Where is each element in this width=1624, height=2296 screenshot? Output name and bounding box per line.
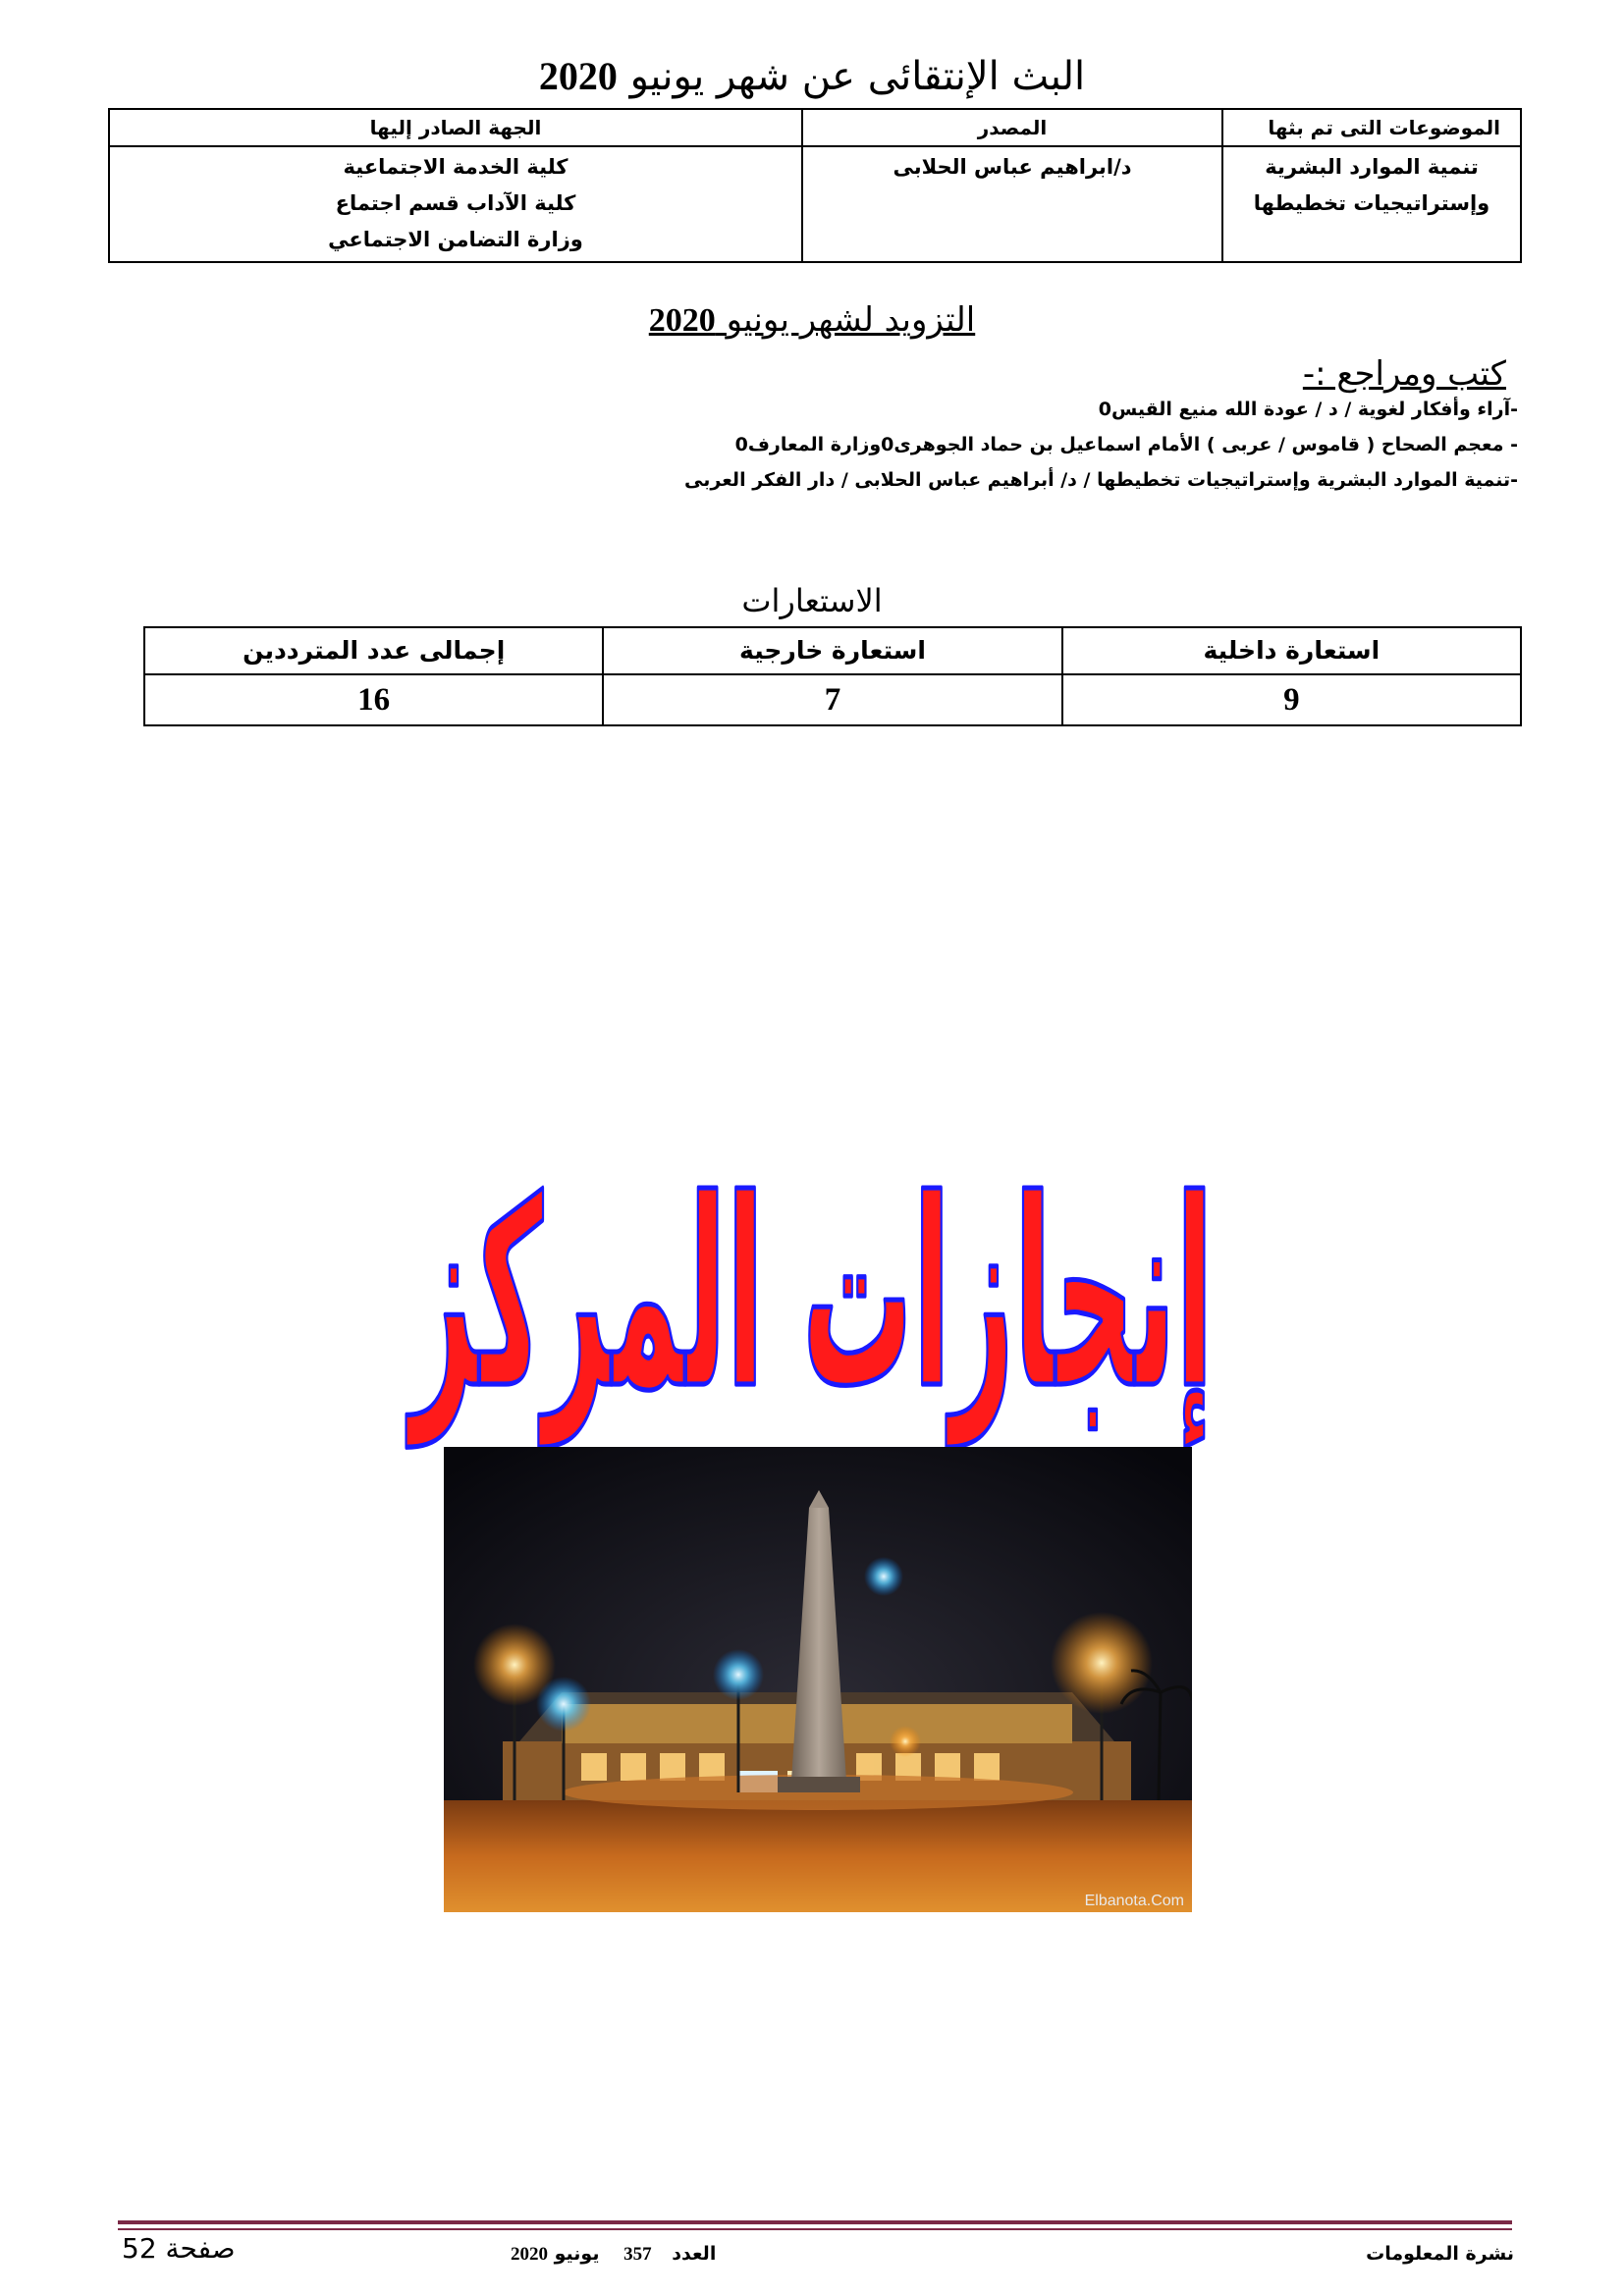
center-night-photo: [444, 1447, 1192, 1912]
footer-rule: [118, 2228, 1512, 2230]
footer-page-label: صفحة: [165, 2232, 236, 2265]
acquisitions-heading-year: 2020: [648, 302, 716, 339]
book-item: - معجم الصحاح ( قاموس / عربى ) الأمام اسماعيل بن حماد الجوهرى0وزارة المعارف0: [734, 434, 1518, 455]
book-item: -تنمية الموارد البشرية وإستراتيجيات تخطيطها / د/ أبراهيم عباس الحلابى / دار الفكر العربى: [684, 469, 1518, 491]
cell-source: د/ابراهيم عباس الحلابى: [802, 146, 1222, 262]
footer-page: [122, 2234, 236, 2264]
footer-month: يونيو: [554, 2243, 600, 2265]
footer-issue: [511, 2239, 716, 2269]
value-total-visitors: 16: [144, 674, 603, 725]
header-total-visitors: إجمالى عدد المترددين: [144, 627, 603, 674]
acquisitions-heading-text: التزويد لشهر يونيو: [726, 300, 976, 340]
footer-publication: نشرة المعلومات: [1366, 2243, 1514, 2265]
column-header-destination: الجهة الصادر إليها: [109, 109, 802, 146]
destination-line: كلية الخدمة الاجتماعية: [343, 155, 568, 179]
acquisitions-heading: [0, 296, 1624, 345]
achievements-title-text: إنجازات المركز: [410, 1144, 1214, 1446]
destination-line: وزارة التضامن الاجتماعي: [328, 228, 583, 251]
page-title: [0, 51, 1624, 102]
footer-year: 2020: [511, 2244, 548, 2265]
destination-line: كلية الآداب قسم اجتماع: [335, 191, 576, 215]
column-header-source: المصدر: [802, 109, 1222, 146]
footer-page-number: 52: [122, 2232, 157, 2265]
book-item: -آراء وأفكار لغوية / د / عودة الله منيع القيس0: [1098, 399, 1518, 420]
footer-issue-number: 357: [623, 2244, 652, 2265]
title-text: البث الإنتقائى عن شهر يونيو: [629, 54, 1086, 99]
table-row: [109, 146, 1521, 262]
cell-topics: [1222, 146, 1521, 262]
header-internal-loans: استعارة داخلية: [1062, 627, 1521, 674]
table-row: [144, 674, 1521, 725]
topic-line: تنمية الموارد البشرية: [1265, 155, 1479, 179]
achievements-title: [0, 1129, 1624, 1453]
photo-watermark: Elbanota.Com: [1084, 1893, 1184, 1909]
value-external-loans: 7: [603, 674, 1061, 725]
footer-rule: [118, 2220, 1512, 2224]
header-external-loans: استعارة خارجية: [603, 627, 1061, 674]
loans-table: [143, 626, 1522, 726]
topic-line: وإستراتيجيات تخطيطها: [1253, 191, 1490, 215]
column-header-topics: الموضوعات التى تم بثها: [1222, 109, 1521, 146]
cell-destinations: [109, 146, 802, 262]
footer-issue-label: العدد: [672, 2243, 717, 2265]
broadcast-table-header: [109, 109, 1521, 146]
broadcast-table: [108, 108, 1522, 263]
title-year: 2020: [538, 54, 618, 98]
value-internal-loans: 9: [1062, 674, 1521, 725]
loans-title: الاستعارات: [741, 582, 883, 619]
books-heading: كتب ومراجع :-: [1302, 354, 1506, 394]
loans-header-row: [144, 627, 1521, 674]
